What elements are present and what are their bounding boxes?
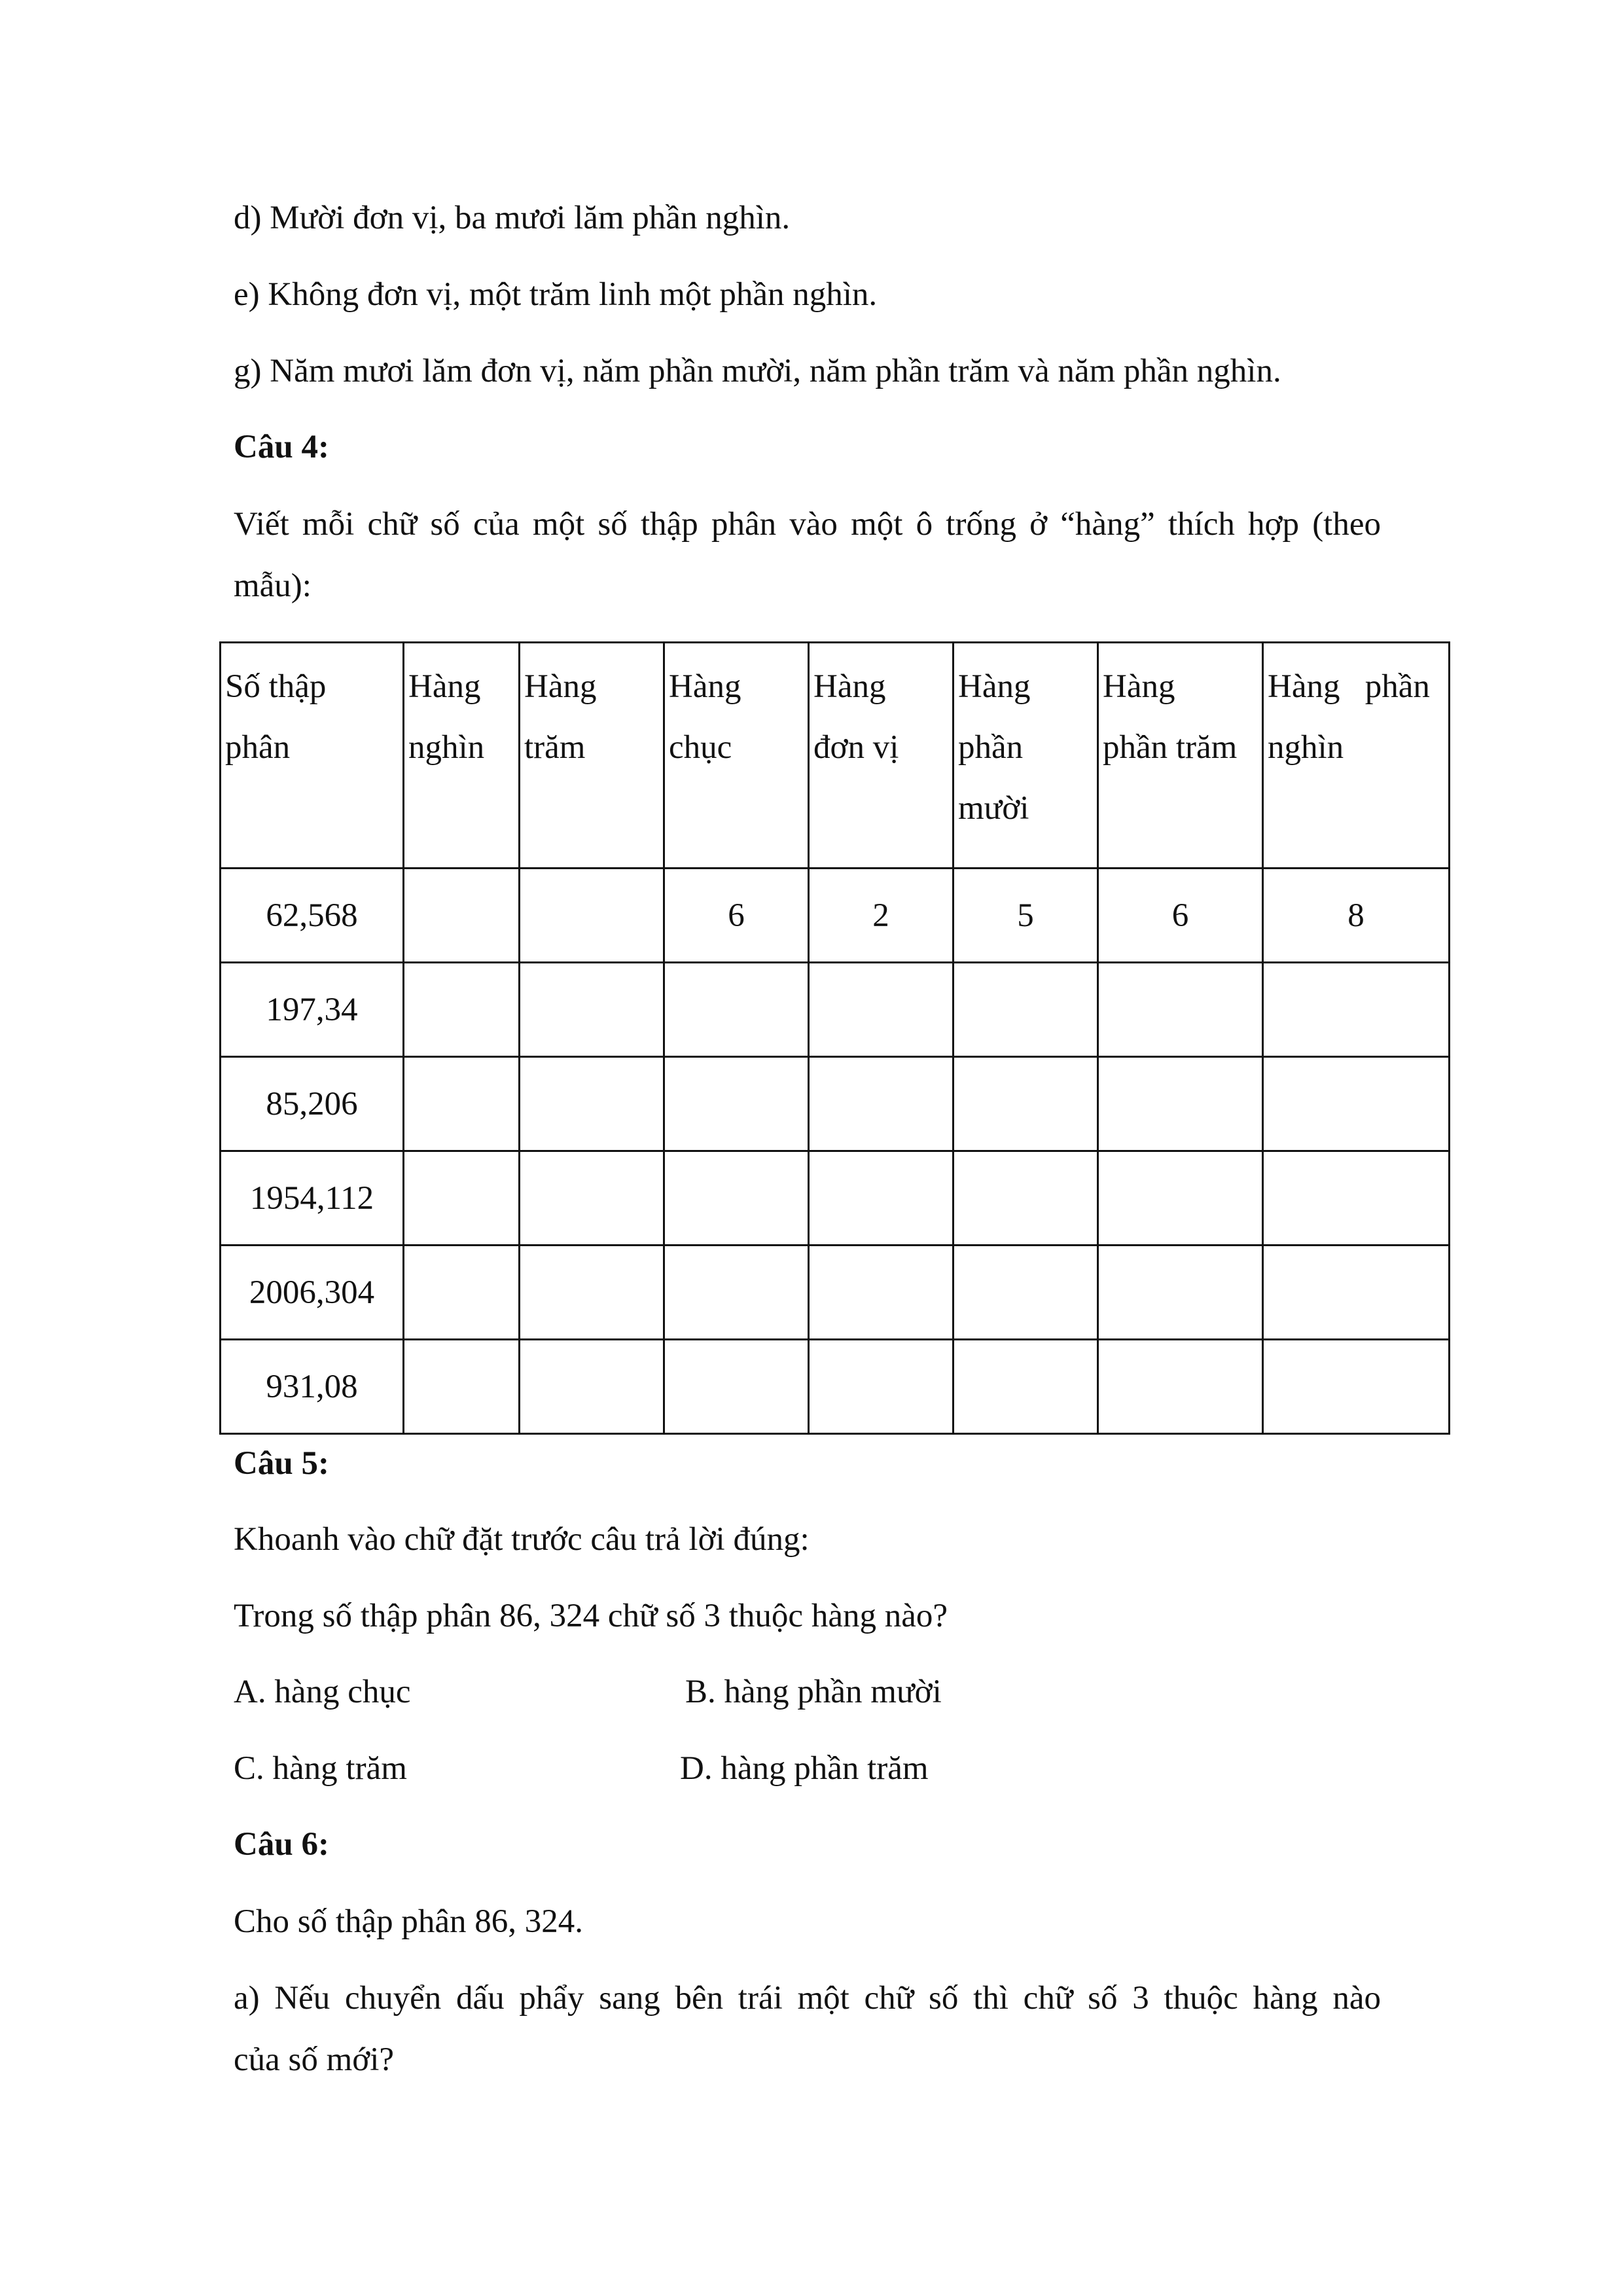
digit-cell[interactable] bbox=[664, 1340, 809, 1434]
q5-instruction: Khoanh vào chữ đặt trước câu trả lời đúng: bbox=[234, 1521, 810, 1558]
table-header-line: Số thập bbox=[225, 668, 327, 705]
digit-cell[interactable] bbox=[520, 963, 664, 1057]
digit-cell[interactable] bbox=[954, 1151, 1098, 1246]
digit-cell[interactable] bbox=[520, 1340, 664, 1434]
number-cell: 85,206 bbox=[221, 1057, 404, 1151]
digit-cell[interactable] bbox=[1263, 1057, 1450, 1151]
q5-option-c[interactable]: C. hàng trăm bbox=[234, 1750, 407, 1787]
digit-cell[interactable] bbox=[404, 1340, 520, 1434]
q5-option-b[interactable]: B. hàng phần mười bbox=[685, 1674, 942, 1710]
table-header-line: nghìn bbox=[408, 729, 485, 766]
table-header-cell bbox=[1263, 643, 1450, 869]
item-e: e) Không đơn vị, một trăm linh một phần nghìn. bbox=[234, 276, 878, 313]
item-d: d) Mười đơn vị, ba mươi lăm phần nghìn. bbox=[234, 200, 791, 236]
table-header-cell bbox=[404, 643, 520, 869]
digit-cell[interactable] bbox=[404, 1057, 520, 1151]
digit-cell[interactable]: 6 bbox=[664, 869, 809, 963]
digit-cell[interactable] bbox=[404, 869, 520, 963]
table-row bbox=[221, 869, 1450, 963]
table-header-cell bbox=[520, 643, 664, 869]
table-header-cell bbox=[1098, 643, 1263, 869]
q4-title: Câu 4: bbox=[234, 429, 329, 465]
digit-cell[interactable] bbox=[664, 1057, 809, 1151]
digit-cell[interactable] bbox=[954, 963, 1098, 1057]
digit-cell[interactable] bbox=[520, 1246, 664, 1340]
table-header-line: Hàng bbox=[669, 668, 741, 705]
digit-cell[interactable] bbox=[1263, 1340, 1450, 1434]
digit-cell[interactable] bbox=[664, 1246, 809, 1340]
table-header-line: Hàng bbox=[524, 668, 597, 705]
digit-cell[interactable] bbox=[809, 1151, 954, 1246]
table-header-line: đơn vị bbox=[813, 729, 899, 766]
table-row bbox=[221, 1057, 1450, 1151]
digit-cell[interactable] bbox=[520, 869, 664, 963]
table-header-line: trăm bbox=[524, 729, 586, 766]
digit-cell[interactable] bbox=[1098, 963, 1263, 1057]
digit-cell[interactable] bbox=[954, 1246, 1098, 1340]
digit-cell[interactable]: 5 bbox=[954, 869, 1098, 963]
digit-cell[interactable] bbox=[954, 1340, 1098, 1434]
table-header-line: phần bbox=[958, 729, 1024, 766]
digit-cell[interactable] bbox=[404, 1151, 520, 1246]
digit-cell[interactable] bbox=[809, 963, 954, 1057]
digit-cell[interactable]: 6 bbox=[1098, 869, 1263, 963]
digit-cell[interactable] bbox=[1263, 1246, 1450, 1340]
q5-question: Trong số thập phân 86, 324 chữ số 3 thuộc hàng nào? bbox=[234, 1598, 948, 1634]
digit-cell[interactable] bbox=[954, 1057, 1098, 1151]
table-row bbox=[221, 1246, 1450, 1340]
q6-part-a-line2: của số mới? bbox=[234, 2041, 395, 2078]
digit-cell[interactable]: 8 bbox=[1263, 869, 1450, 963]
number-cell: 1954,112 bbox=[221, 1151, 404, 1246]
digit-cell[interactable] bbox=[404, 963, 520, 1057]
q5-option-d[interactable]: D. hàng phần trăm bbox=[680, 1750, 929, 1787]
digit-cell[interactable] bbox=[809, 1340, 954, 1434]
place-value-table bbox=[219, 641, 1450, 1435]
digit-cell[interactable] bbox=[1098, 1340, 1263, 1434]
table-header-line: Hàng phần bbox=[1268, 668, 1430, 705]
q4-instruction-line2: mẫu): bbox=[234, 567, 312, 604]
table-header-cell bbox=[221, 643, 404, 869]
item-g: g) Năm mươi lăm đơn vị, năm phần mười, năm phần trăm và năm phần nghìn. bbox=[234, 353, 1281, 389]
digit-cell[interactable]: 2 bbox=[809, 869, 954, 963]
table-header-line: Hàng bbox=[958, 668, 1031, 705]
digit-cell[interactable] bbox=[404, 1246, 520, 1340]
q5-title: Câu 5: bbox=[234, 1445, 329, 1482]
q6-part-a-line1: a) Nếu chuyển dấu phẩy sang bên trái một chữ số thì chữ số 3 thuộc hàng nào bbox=[234, 1980, 1381, 2017]
table-header-cell bbox=[664, 643, 809, 869]
digit-cell[interactable] bbox=[1263, 1151, 1450, 1246]
table-row bbox=[221, 963, 1450, 1057]
digit-cell[interactable] bbox=[664, 1151, 809, 1246]
digit-cell[interactable] bbox=[1098, 1057, 1263, 1151]
digit-cell[interactable] bbox=[664, 963, 809, 1057]
q5-option-a[interactable]: A. hàng chục bbox=[234, 1674, 411, 1710]
table-header-line: Hàng bbox=[1103, 668, 1175, 705]
table-header-row bbox=[221, 643, 1450, 869]
number-cell: 62,568 bbox=[221, 869, 404, 963]
q4-instruction-line1: Viết mỗi chữ số của một số thập phân vào một ô trống ở “hàng” thích hợp (theo bbox=[234, 506, 1381, 543]
digit-cell[interactable] bbox=[1098, 1246, 1263, 1340]
table-header-line: Hàng bbox=[813, 668, 886, 705]
table-header-line: phân bbox=[225, 729, 291, 766]
q6-title: Câu 6: bbox=[234, 1826, 329, 1863]
table-header-line: nghìn bbox=[1268, 729, 1344, 766]
digit-cell[interactable] bbox=[520, 1151, 664, 1246]
table-header-line: phần trăm bbox=[1103, 729, 1238, 766]
table-row bbox=[221, 1340, 1450, 1434]
digit-cell[interactable] bbox=[520, 1057, 664, 1151]
digit-cell[interactable] bbox=[1263, 963, 1450, 1057]
q6-intro: Cho số thập phân 86, 324. bbox=[234, 1903, 584, 1940]
table-header-line: mười bbox=[958, 790, 1029, 827]
table-header-cell bbox=[809, 643, 954, 869]
number-cell: 2006,304 bbox=[221, 1246, 404, 1340]
table-row bbox=[221, 1151, 1450, 1246]
number-cell: 931,08 bbox=[221, 1340, 404, 1434]
digit-cell[interactable] bbox=[809, 1246, 954, 1340]
digit-cell[interactable] bbox=[809, 1057, 954, 1151]
table-header-line: chục bbox=[669, 729, 732, 766]
table-header-line: Hàng bbox=[408, 668, 481, 705]
table-header-cell bbox=[954, 643, 1098, 869]
digit-cell[interactable] bbox=[1098, 1151, 1263, 1246]
number-cell: 197,34 bbox=[221, 963, 404, 1057]
